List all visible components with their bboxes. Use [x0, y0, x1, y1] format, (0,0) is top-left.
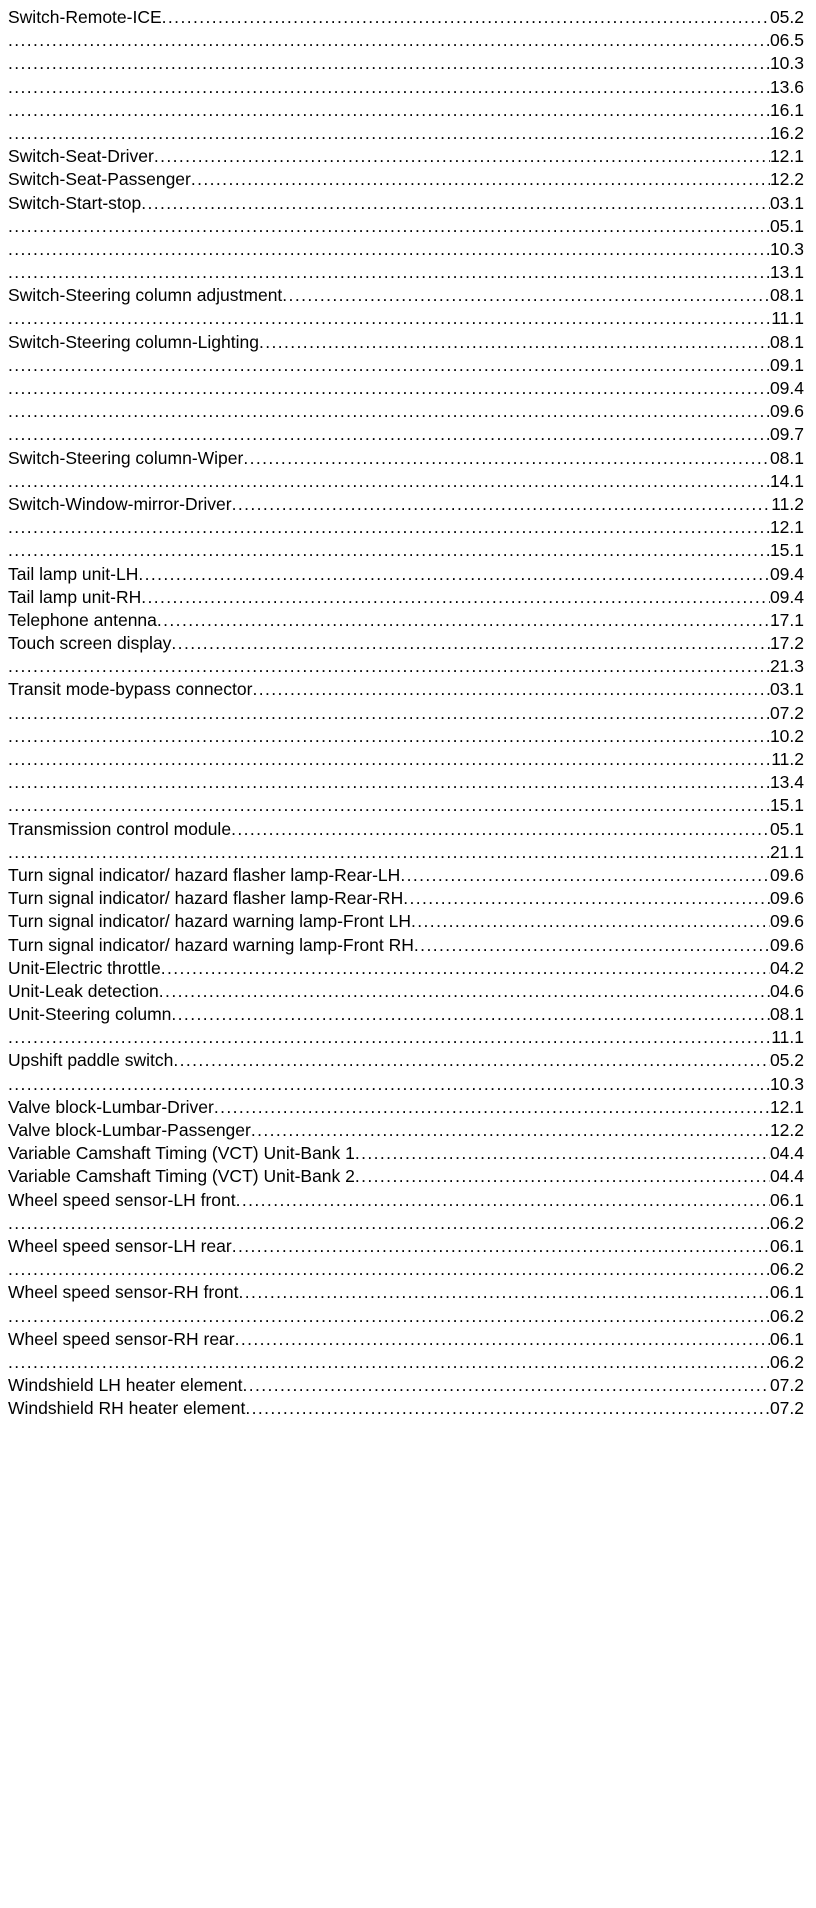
entry-page-number: 10.3 [769, 53, 804, 74]
entry-label: Upshift paddle switch [8, 1050, 174, 1071]
index-entry [8, 539, 804, 562]
index-entry [8, 1397, 804, 1420]
index-entry [8, 1096, 804, 1119]
entry-label: Unit-Steering column [8, 1004, 172, 1025]
index-entry [8, 1235, 804, 1258]
dot-leader [161, 957, 770, 980]
entry-label: Windshield LH heater element [8, 1375, 243, 1396]
dot-leader [8, 748, 771, 771]
dot-leader [232, 1235, 770, 1258]
entry-page-number: 17.2 [769, 633, 804, 654]
index-entry [8, 192, 804, 215]
dot-leader [8, 771, 770, 794]
entry-label: Wheel speed sensor-RH rear [8, 1328, 235, 1349]
entry-page-number: 21.3 [769, 656, 804, 677]
entry-page-number: 09.4 [769, 563, 804, 584]
index-entry [8, 76, 804, 99]
index-entry [8, 771, 804, 794]
dot-leader [8, 1305, 770, 1328]
index-entry [8, 725, 804, 748]
dot-leader [8, 52, 770, 75]
entry-page-number: 13.4 [769, 772, 804, 793]
dot-leader [243, 447, 770, 470]
index-entry [8, 794, 804, 817]
dot-leader [154, 145, 770, 168]
entry-page-number: 15.1 [769, 795, 804, 816]
index-entry [8, 1328, 804, 1351]
dot-leader [8, 215, 770, 238]
entry-label: Telephone antenna [8, 609, 157, 630]
index-entry [8, 99, 804, 122]
dot-leader [8, 539, 770, 562]
dot-leader [157, 609, 770, 632]
entry-label: Switch-Start-stop [8, 192, 142, 213]
index-entry [8, 586, 804, 609]
index-entry [8, 818, 804, 841]
dot-leader [236, 1189, 770, 1212]
dot-leader [162, 6, 770, 29]
dot-leader [259, 331, 770, 354]
entry-page-number: 10.3 [769, 238, 804, 259]
entry-page-number: 12.1 [769, 146, 804, 167]
dot-leader [239, 1281, 770, 1304]
dot-leader [8, 400, 770, 423]
entry-label: Switch-Seat-Driver [8, 146, 154, 167]
entry-page-number: 10.3 [769, 1073, 804, 1094]
dot-leader [235, 1328, 770, 1351]
index-entry [8, 655, 804, 678]
index-entry [8, 702, 804, 725]
dot-leader [245, 1397, 770, 1420]
entry-page-number: 06.2 [769, 1351, 804, 1372]
entry-page-number: 05.2 [769, 1050, 804, 1071]
index-entry [8, 307, 804, 330]
dot-leader [8, 423, 770, 446]
entry-label: Wheel speed sensor-RH front [8, 1282, 239, 1303]
index-entry [8, 1258, 804, 1281]
entry-label: Wheel speed sensor-LH rear [8, 1235, 232, 1256]
dot-leader [8, 1026, 771, 1049]
entry-page-number: 13.6 [769, 76, 804, 97]
dot-leader [251, 1119, 770, 1142]
entry-label: Unit-Leak detection [8, 980, 159, 1001]
entry-page-number: 09.6 [769, 864, 804, 885]
entry-page-number: 08.1 [769, 447, 804, 468]
entry-label: Variable Camshaft Timing (VCT) Unit-Bank 1 [8, 1143, 355, 1164]
entry-page-number: 12.2 [769, 1120, 804, 1140]
entry-page-number: 05.1 [769, 818, 804, 839]
dot-leader [8, 655, 770, 678]
entry-page-number: 04.6 [769, 980, 804, 1001]
dot-leader [355, 1165, 770, 1188]
entry-label: Switch-Window-mirror-Driver [8, 493, 232, 514]
entry-page-number: 11.1 [771, 308, 804, 329]
dot-leader [8, 354, 770, 377]
index-entry [8, 841, 804, 864]
dot-leader [138, 563, 770, 586]
dot-leader [8, 238, 770, 261]
entry-label: Windshield RH heater element [8, 1398, 246, 1419]
index-entry [8, 1165, 804, 1188]
dot-leader [400, 864, 770, 887]
entry-page-number: 09.4 [769, 378, 804, 398]
index-entry [8, 1189, 804, 1212]
index-entry [8, 52, 804, 75]
index-entry [8, 1049, 804, 1072]
entry-label: Unit-Electric throttle [8, 957, 161, 978]
entry-page-number: 04.4 [769, 1143, 804, 1164]
entry-page-number: 09.6 [769, 934, 804, 955]
entry-page-number: 06.1 [769, 1235, 804, 1256]
index-entry [8, 261, 804, 284]
entry-page-number: 07.2 [769, 1398, 804, 1419]
entry-page-number: 06.2 [769, 1212, 804, 1233]
dot-leader [159, 980, 770, 1003]
dot-leader [282, 284, 770, 307]
dot-leader [8, 261, 770, 284]
entry-label: Turn signal indicator/ hazard flasher lamp-Rear-RH [8, 888, 404, 909]
index-entry [8, 238, 804, 261]
dot-leader [231, 818, 770, 841]
entry-label: Wheel speed sensor-LH front [8, 1189, 236, 1210]
index-entry [8, 168, 804, 191]
dot-leader [8, 377, 770, 400]
dot-leader [8, 702, 770, 725]
entry-page-number: 06.2 [769, 1259, 804, 1280]
entry-label: Switch-Seat-Passenger [8, 169, 191, 190]
index-entry [8, 957, 804, 980]
entry-label: Variable Camshaft Timing (VCT) Unit-Bank 2 [8, 1166, 355, 1187]
index-entry [8, 29, 804, 52]
index-entry [8, 887, 804, 910]
entry-label: Switch-Steering column-Lighting [8, 331, 259, 352]
index-entry [8, 980, 804, 1003]
dot-leader [414, 934, 770, 957]
entry-label: Tail lamp unit-RH [8, 586, 142, 607]
index-entry [8, 122, 804, 145]
entry-page-number: 14.1 [769, 470, 804, 491]
index-entry [8, 145, 804, 168]
dot-leader [8, 1258, 770, 1281]
dot-leader [8, 725, 770, 748]
entry-page-number: 07.2 [769, 1375, 804, 1396]
entry-page-number: 16.1 [769, 99, 804, 120]
entry-page-number: 09.6 [769, 888, 804, 909]
index-entry [8, 632, 804, 655]
index-entry [8, 1351, 804, 1374]
entry-page-number: 08.1 [769, 1004, 804, 1025]
index-entry [8, 1142, 804, 1165]
entry-label: Valve block-Lumbar-Passenger [8, 1120, 251, 1140]
index-entry [8, 1073, 804, 1096]
index-entry [8, 470, 804, 493]
index-entry [8, 609, 804, 632]
dot-leader [171, 632, 770, 655]
entry-page-number: 09.6 [769, 911, 804, 932]
dot-leader [8, 307, 771, 330]
entry-page-number: 04.4 [769, 1166, 804, 1187]
index-entry [8, 354, 804, 377]
entry-page-number: 11.2 [771, 749, 804, 769]
entry-page-number: 06.1 [769, 1282, 804, 1303]
index-entry [8, 1374, 804, 1397]
dot-leader [252, 678, 769, 701]
index-entry [8, 215, 804, 238]
index-entry [8, 447, 804, 470]
index-entry [8, 1119, 804, 1142]
dot-leader [242, 1374, 770, 1397]
entry-page-number: 06.2 [769, 1305, 804, 1326]
dot-leader [8, 841, 770, 864]
entry-page-number: 03.1 [769, 192, 804, 213]
entry-page-number: 08.1 [769, 285, 804, 306]
entry-page-number: 08.1 [769, 331, 804, 352]
dot-leader [403, 887, 770, 910]
entry-label: Valve block-Lumbar-Driver [8, 1096, 214, 1117]
entry-page-number: 09.1 [769, 354, 804, 375]
entry-page-number: 09.4 [769, 586, 804, 607]
entry-label: Tail lamp unit-LH [8, 563, 139, 584]
entry-label: Turn signal indicator/ hazard warning lamp-Front RH [8, 934, 414, 955]
index-entry [8, 284, 804, 307]
dot-leader [232, 493, 772, 516]
dot-leader [8, 1212, 770, 1235]
index-entry [8, 1026, 804, 1049]
index-entry [8, 748, 804, 771]
entry-label: Transmission control module [8, 818, 232, 839]
entry-page-number: 12.1 [769, 1096, 804, 1117]
index-entry [8, 331, 804, 354]
dot-leader [191, 168, 770, 191]
index-entry [8, 678, 804, 701]
entry-page-number: 16.2 [769, 122, 804, 143]
dot-leader [8, 794, 770, 817]
entry-page-number: 12.1 [769, 517, 804, 538]
dot-leader [8, 1351, 770, 1374]
entry-page-number: 11.1 [771, 1027, 804, 1048]
entry-label: Turn signal indicator/ hazard flasher lamp-Rear-LH [8, 864, 401, 885]
entry-page-number: 03.1 [769, 679, 804, 700]
index-page [8, 6, 804, 1420]
dot-leader [141, 586, 770, 609]
entry-label: Switch-Steering column adjustment [8, 285, 283, 306]
entry-page-number: 04.2 [769, 957, 804, 978]
index-entry [8, 910, 804, 933]
entry-page-number: 07.2 [769, 702, 804, 723]
dot-leader [8, 76, 770, 99]
index-entry [8, 516, 804, 539]
index-entry [8, 1003, 804, 1026]
entry-label: Switch-Remote-ICE [8, 7, 162, 27]
entry-page-number: 11.2 [771, 493, 804, 514]
dot-leader [8, 99, 770, 122]
entry-label: Transit mode-bypass connector [8, 679, 253, 700]
index-entry [8, 1212, 804, 1235]
entry-page-number: 17.1 [769, 609, 804, 630]
index-entry [8, 493, 804, 516]
entry-page-number: 10.2 [769, 725, 804, 746]
dot-leader [411, 910, 770, 933]
index-entry [8, 563, 804, 586]
dot-leader [141, 192, 770, 215]
index-entry [8, 377, 804, 400]
entry-page-number: 15.1 [769, 540, 804, 561]
entry-page-number: 06.1 [769, 1328, 804, 1349]
entry-label: Touch screen display [8, 633, 172, 654]
dot-leader [214, 1096, 770, 1119]
dot-leader [171, 1003, 770, 1026]
entry-page-number: 09.6 [769, 401, 804, 422]
dot-leader [8, 29, 770, 52]
entry-page-number: 06.1 [769, 1189, 804, 1210]
dot-leader [8, 1073, 770, 1096]
index-entry [8, 864, 804, 887]
index-list [8, 6, 804, 1420]
dot-leader [173, 1049, 770, 1072]
entry-page-number: 12.2 [769, 169, 804, 190]
entry-page-number: 05.1 [769, 215, 804, 236]
index-entry [8, 400, 804, 423]
dot-leader [8, 122, 770, 145]
index-entry [8, 6, 804, 29]
entry-page-number: 05.2 [769, 7, 804, 27]
entry-page-number: 21.1 [769, 841, 804, 862]
dot-leader [8, 516, 770, 539]
entry-page-number: 09.7 [769, 424, 804, 445]
entry-label: Switch-Steering column-Wiper [8, 447, 244, 468]
index-entry [8, 1281, 804, 1304]
index-entry [8, 423, 804, 446]
dot-leader [8, 470, 770, 493]
entry-label: Turn signal indicator/ hazard warning lamp-Front LH [8, 911, 412, 932]
entry-page-number: 06.5 [769, 30, 804, 51]
index-entry [8, 934, 804, 957]
dot-leader [355, 1142, 770, 1165]
index-entry [8, 1305, 804, 1328]
entry-page-number: 13.1 [769, 262, 804, 283]
